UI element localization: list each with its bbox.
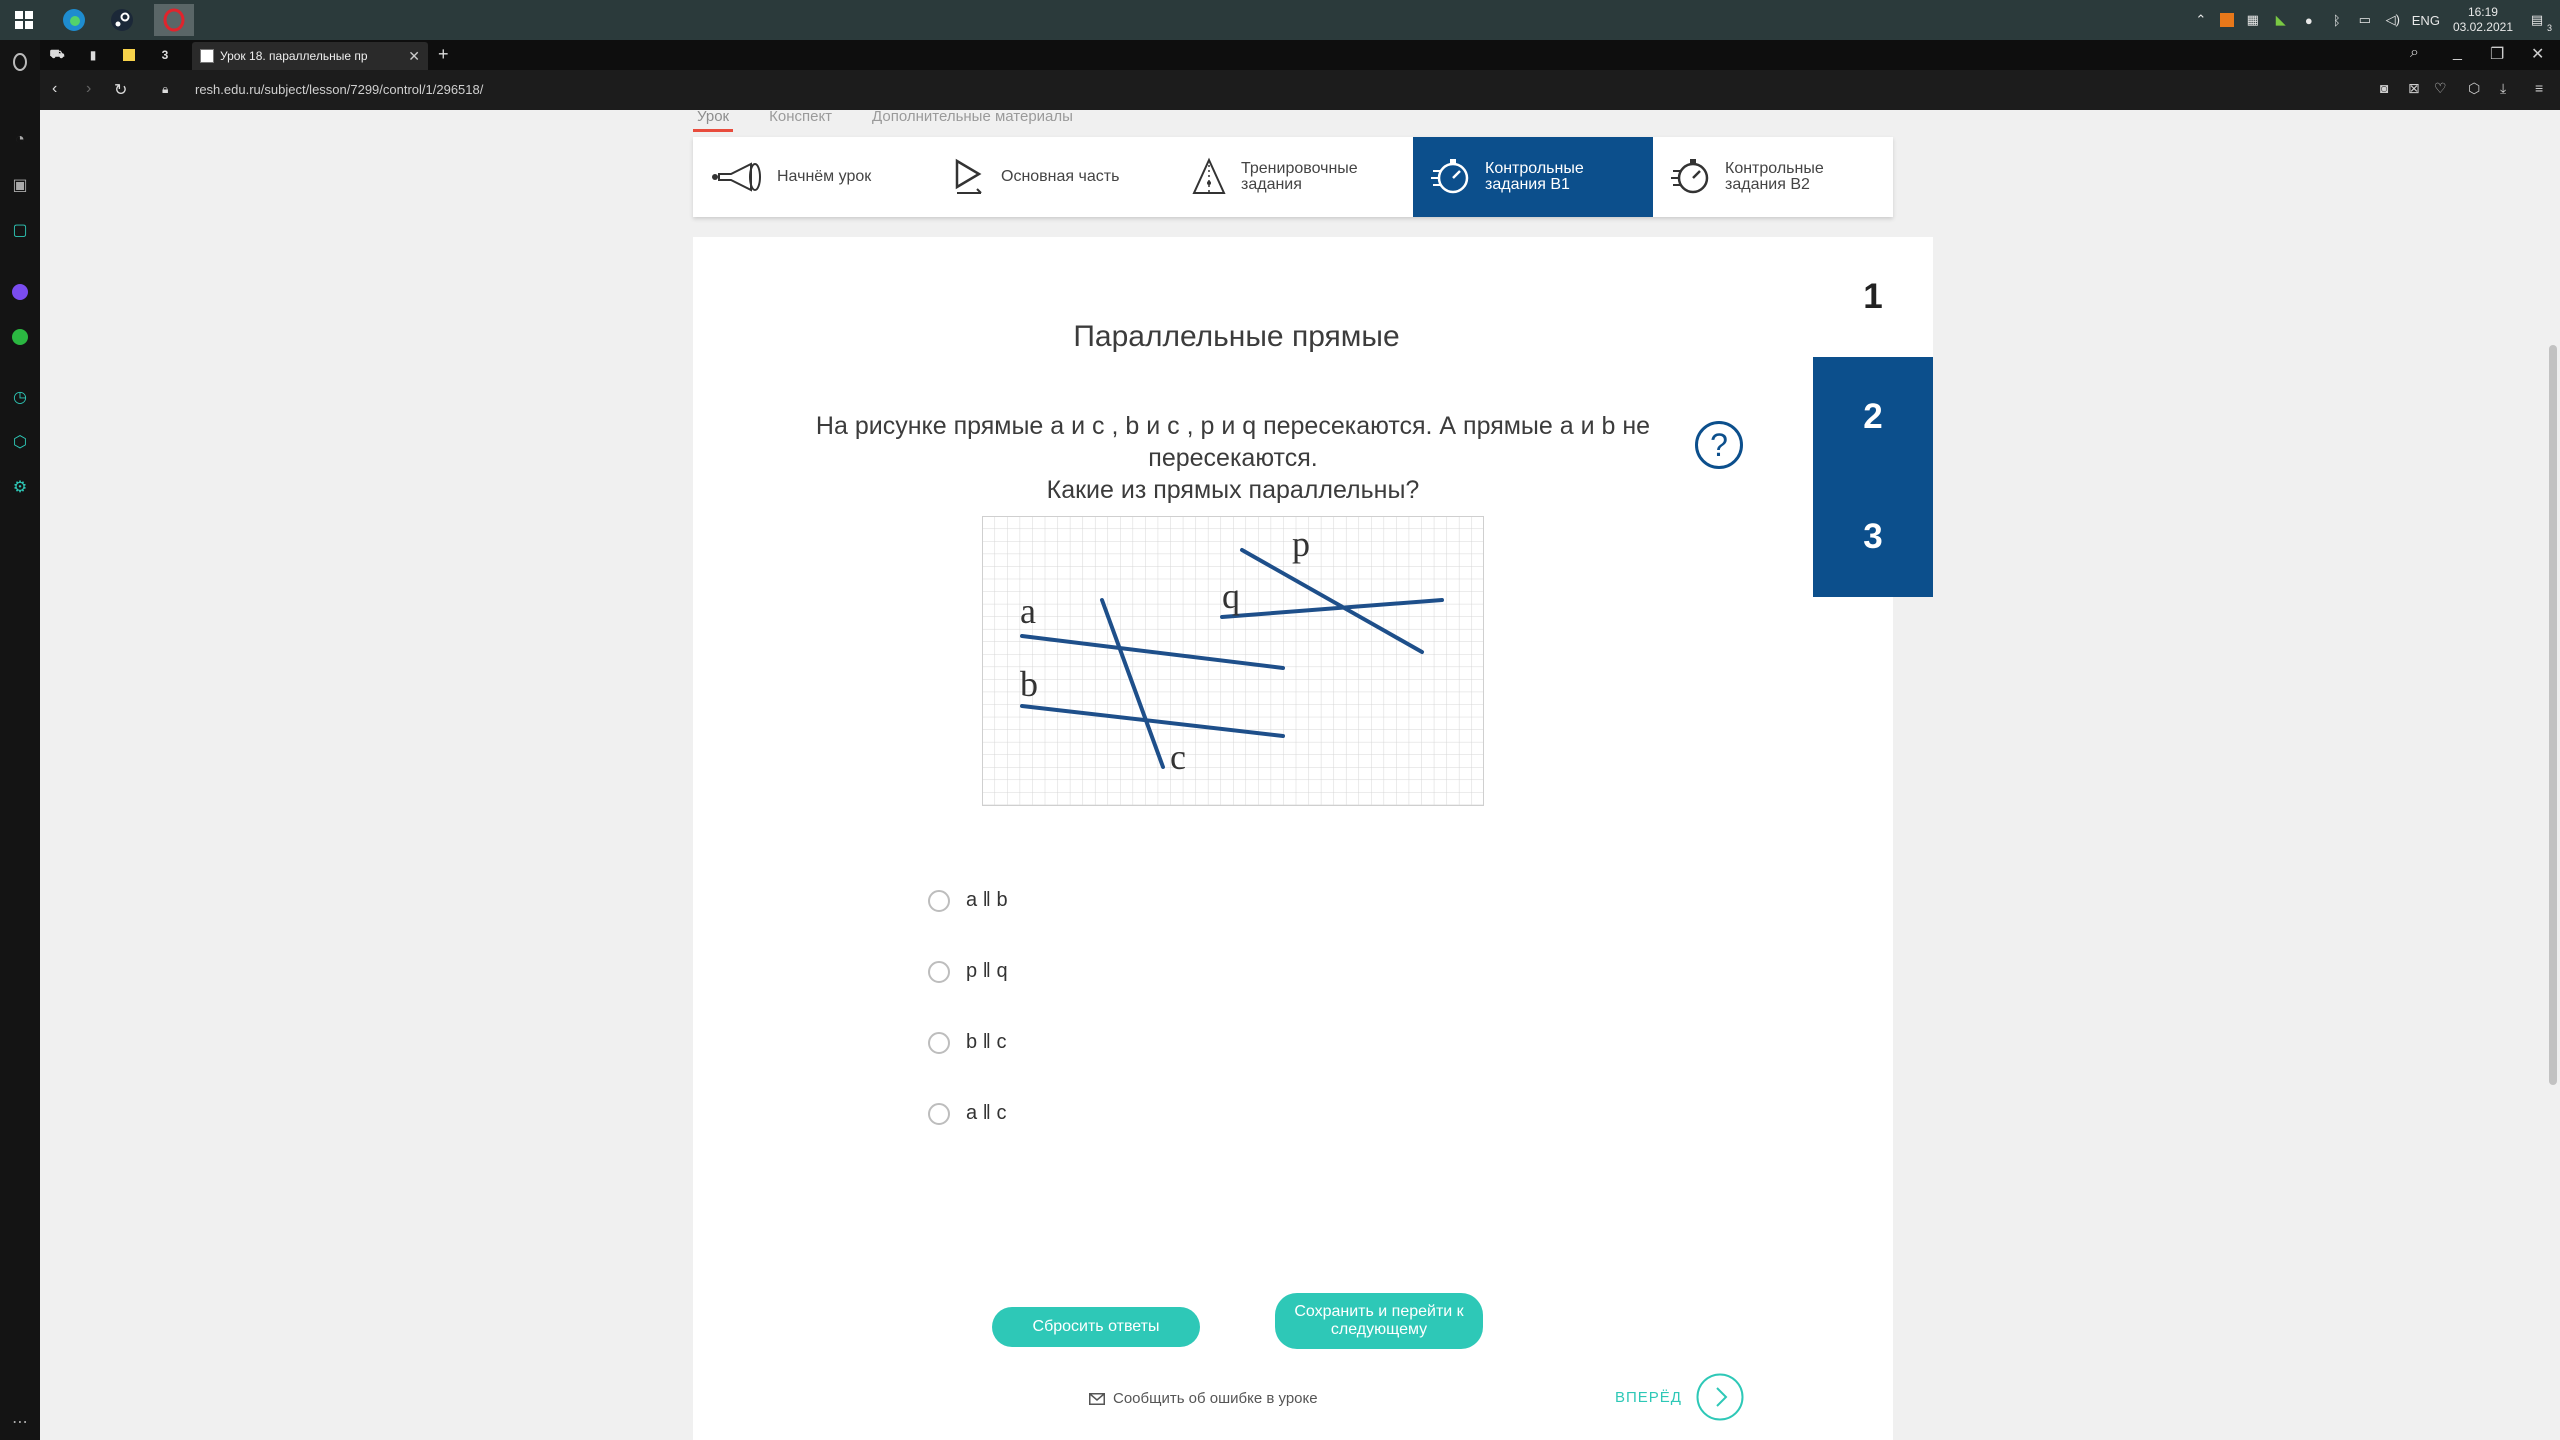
label-c: c	[1170, 737, 1186, 777]
network-icon[interactable]: ▭	[2358, 12, 2371, 27]
app-tray-icon[interactable]: ▦	[2246, 12, 2259, 27]
task-number-1[interactable]: 1	[1813, 237, 1933, 357]
notification-count: 3	[2546, 23, 2552, 33]
answer-options	[928, 865, 1008, 1149]
minimize-icon[interactable]: _	[2453, 44, 2462, 61]
label-a: a	[1020, 591, 1036, 631]
label-q: q	[1222, 576, 1240, 616]
tab-favicon	[200, 49, 214, 63]
new-tab-button[interactable]: +	[438, 44, 449, 64]
pinned-tab-note-icon[interactable]	[112, 44, 146, 66]
steam-tray-icon[interactable]: ●	[2304, 12, 2313, 28]
tab-lesson[interactable]: Урок	[693, 110, 733, 132]
stopwatch-icon	[1671, 157, 1711, 197]
stage-label: Контрольные задания B1	[1485, 160, 1584, 193]
tab-title: Урок 18. параллельные пр	[220, 49, 368, 63]
windows-taskbar	[0, 0, 2560, 40]
system-tray	[2187, 0, 2560, 40]
pyramid-icon	[1191, 157, 1227, 197]
nvidia-icon[interactable]: ◣	[2275, 12, 2286, 27]
envelope-icon	[1089, 1393, 1105, 1405]
play-icon	[951, 157, 987, 197]
page-scrollbar[interactable]	[2545, 110, 2560, 1440]
camera-icon[interactable]: ◙	[2380, 80, 2389, 96]
restore-icon[interactable]: ❐	[2490, 46, 2505, 63]
clock[interactable]	[2453, 5, 2513, 35]
stage-training[interactable]	[1173, 137, 1413, 217]
clock-date: 03.02.2021	[2452, 20, 2513, 34]
question-text: На рисунке прямые a и c , b и c , p и q пересекаются. А прямые a и b не пересекаются.	[815, 412, 1651, 472]
radio-button[interactable]	[928, 1032, 950, 1054]
clock-time: 16:19	[2467, 5, 2498, 19]
language-indicator[interactable]: ENG	[2411, 12, 2440, 28]
pinned-tab-car-icon[interactable]: ⛟	[49, 47, 65, 61]
task-number-nav	[1813, 237, 1933, 597]
windows-start-icon[interactable]	[8, 4, 40, 36]
easy-setup-icon[interactable]: ≡	[2535, 80, 2544, 96]
reload-icon[interactable]: ↻	[114, 82, 128, 99]
page-content	[40, 110, 2545, 1440]
shopping-icon[interactable]: ▣	[12, 177, 28, 194]
answer-option[interactable]	[928, 936, 1008, 1007]
task-number-3[interactable]: 3	[1813, 477, 1933, 597]
report-label: Сообщить об ошибке в уроке	[1113, 1390, 1318, 1407]
vpn-icon[interactable]: ⊠	[2408, 80, 2420, 96]
whatsapp-icon[interactable]	[8, 325, 32, 349]
stopwatch-icon	[1431, 157, 1471, 197]
volume-icon[interactable]: ◁)	[2385, 12, 2400, 27]
stage-label: Контрольные задания B2	[1725, 160, 1824, 193]
tab-strip	[40, 40, 2560, 70]
label-b: b	[1020, 664, 1038, 704]
stage-start[interactable]	[693, 137, 933, 217]
task-number-2[interactable]: 2	[1813, 357, 1933, 477]
back-icon[interactable]: ‹	[52, 80, 58, 97]
tab-extra-materials[interactable]: Дополнительные материалы	[872, 110, 1073, 125]
stage-label: Основная часть	[1001, 168, 1120, 185]
save-and-next-button[interactable]: Сохранить и перейти к следующему	[1275, 1293, 1483, 1349]
stage-label: Тренировочные задания	[1241, 160, 1358, 193]
heart-icon[interactable]: ♡	[2434, 80, 2447, 96]
messenger-icon[interactable]	[8, 280, 32, 304]
answer-option[interactable]	[928, 1078, 1008, 1149]
forward-link[interactable]	[1615, 1373, 1744, 1421]
option-label: b ‖ c	[966, 1031, 1007, 1053]
lesson-stages-nav	[693, 137, 1893, 217]
report-error-link[interactable]	[1089, 1390, 1318, 1407]
tab-summary[interactable]: Конспект	[769, 110, 833, 125]
radio-button[interactable]	[928, 961, 950, 983]
opera-taskbar-icon[interactable]	[154, 4, 194, 36]
active-tab[interactable]	[192, 42, 428, 70]
stage-label: Начнём урок	[777, 168, 872, 185]
bluetooth-icon[interactable]: ᛒ	[2332, 12, 2341, 28]
extensions-icon[interactable]: ⬡	[13, 434, 27, 451]
twitch-icon[interactable]: ▢	[12, 222, 28, 239]
pinned-tab-chat-icon[interactable]: ▮	[89, 48, 97, 62]
lesson-tabs	[693, 110, 1113, 132]
notifications-icon[interactable]: ▤ 3	[2530, 12, 2552, 33]
download-icon[interactable]: ⤓	[2500, 80, 2507, 96]
close-window-icon[interactable]: ✕	[2531, 46, 2545, 63]
app-tray-icon[interactable]	[2220, 13, 2234, 27]
speed-dial-icon[interactable]: ◔	[15, 131, 25, 148]
forward-label: ВПЕРЁД	[1615, 1388, 1682, 1406]
answer-option[interactable]	[928, 865, 1008, 936]
option-label: a ‖ b	[966, 889, 1008, 911]
forward-icon[interactable]: ›	[86, 80, 92, 97]
url-field[interactable]: resh.edu.ru/subject/lesson/7299/control/1/296518/	[195, 82, 484, 97]
megaphone-icon	[711, 160, 763, 194]
answer-option[interactable]	[928, 1007, 1008, 1078]
arrow-right-circle-icon	[1696, 1373, 1744, 1421]
stage-control-b1[interactable]	[1413, 137, 1653, 217]
tab-close-icon[interactable]: ✕	[408, 47, 420, 64]
tab-search-icon[interactable]: ⌕	[2410, 44, 2419, 61]
scrollbar-thumb[interactable]	[2549, 345, 2557, 1085]
task-card	[693, 237, 1893, 1440]
svg-text:?: ?	[1710, 427, 1728, 463]
help-icon[interactable]	[1694, 420, 1744, 470]
more-icon[interactable]: ⋯	[12, 1414, 28, 1431]
browser-sidebar	[0, 40, 40, 1440]
edge-icon[interactable]	[58, 4, 90, 36]
lines-figure	[982, 516, 1484, 806]
opera-menu-icon[interactable]	[8, 50, 32, 74]
settings-icon[interactable]: ⚙	[12, 479, 28, 496]
task-title: Параллельные прямые	[1073, 320, 1400, 353]
reset-answers-button[interactable]: Сбросить ответы	[992, 1307, 1200, 1347]
wallet-icon[interactable]: ⬡	[2468, 80, 2481, 96]
radio-button[interactable]	[928, 1103, 950, 1125]
stage-main[interactable]	[933, 137, 1173, 217]
history-icon[interactable]: ◷	[13, 389, 27, 406]
steam-icon[interactable]	[106, 4, 138, 36]
pinned-tab-badge[interactable]: 3	[161, 48, 169, 62]
address-bar	[40, 70, 2560, 110]
label-p: p	[1292, 524, 1310, 564]
chevron-up-icon[interactable]: ⌃	[2195, 12, 2207, 27]
task-question	[798, 410, 1668, 506]
option-label: a ‖ c	[966, 1102, 1007, 1124]
lock-icon: 🔒︎	[162, 82, 169, 96]
option-label: p ‖ q	[966, 960, 1008, 982]
question-prompt: Какие из прямых параллельны?	[1046, 476, 1420, 504]
radio-button[interactable]	[928, 890, 950, 912]
stage-control-b2[interactable]	[1653, 137, 1893, 217]
